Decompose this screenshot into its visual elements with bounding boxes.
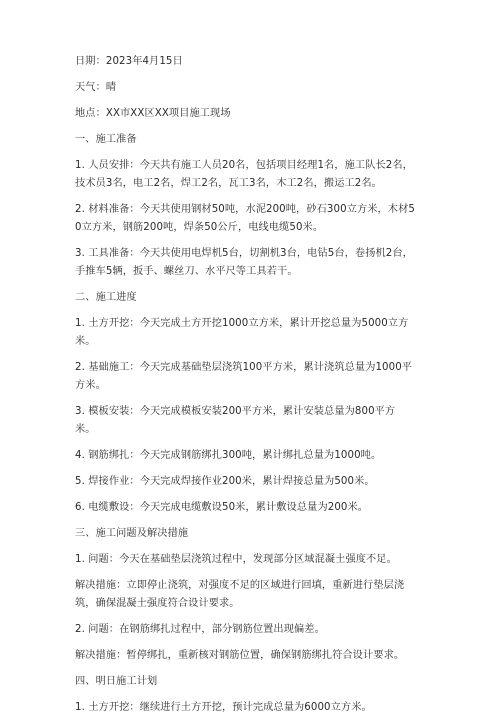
paragraph: 1. 土方开挖：继续进行土方开挖，预计完成总量为6000立方米。 (75, 702, 372, 713)
paragraph: 解决措施：暂停绑扎，重新核对钢筋位置，确保钢筋绑扎符合设计要求。 (75, 650, 405, 661)
paragraph: 4. 钢筋绑扎：今天完成钢筋绑扎300吨，累计绑扎总量为1000吨。 (75, 450, 382, 461)
paragraph: 1. 土方开挖：今天完成土方开挖1000立方米，累计开挖总量为5000立方米。 (75, 318, 409, 347)
paragraph: 解决措施：立即停止浇筑，对强度不足的区域进行回填，重新进行垫层浇筑，确保混凝土强度符合设计要求。 (75, 580, 405, 609)
paragraph: 3. 模板安装：今天完成模板安装200平方米，累计安装总量为800平方米。 (75, 406, 396, 435)
paragraph: 2. 材料准备：今天共使用钢材50吨，水泥200吨，砂石300立方米，木材50立方米，钢筋200吨，焊条50公斤，电线电缆50米。 (75, 204, 415, 233)
weather-line: 天气：晴 (75, 82, 117, 93)
section-heading-issues: 三、施工问题及解决措施 (75, 528, 189, 539)
section-heading-preparation: 一、施工准备 (75, 134, 137, 145)
section-heading-next-day-plan: 四、明日施工计划 (75, 676, 158, 687)
paragraph: 2. 基础施工：今天完成基础垫层浇筑100平方米，累计浇筑总量为1000平方米。 (75, 362, 413, 391)
paragraph: 6. 电缆敷设：今天完成电缆敷设50米，累计敷设总量为200米。 (75, 502, 369, 513)
paragraph: 5. 焊接作业：今天完成焊接作业200米，累计焊接总量为500米。 (75, 476, 375, 487)
section-heading-progress: 二、施工进度 (75, 292, 137, 303)
paragraph: 3. 工具准备：今天共使用电焊机5台，切割机3台，电钻5台，卷扬机2台，手推车5辆，扳手、螺丝刀、水平尺等工具若干。 (75, 248, 413, 277)
document-content (75, 53, 415, 725)
paragraph: 1. 人员安排：今天共有施工人员20名，包括项目经理1名，施工队长2名，技术员3名，电工2名，焊工2名，瓦工3名，木工2名，搬运工2名。 (75, 160, 413, 189)
paragraph: 1. 问题：今天在基础垫层浇筑过程中，发现部分区域混凝土强度不足。 (75, 554, 397, 565)
date-line: 日期：2023年4月15日 (75, 56, 183, 67)
location-line: 地点：XX市XX区XX项目施工现场 (75, 108, 231, 119)
paragraph: 2. 问题：在钢筋绑扎过程中，部分钢筋位置出现偏差。 (75, 624, 325, 635)
